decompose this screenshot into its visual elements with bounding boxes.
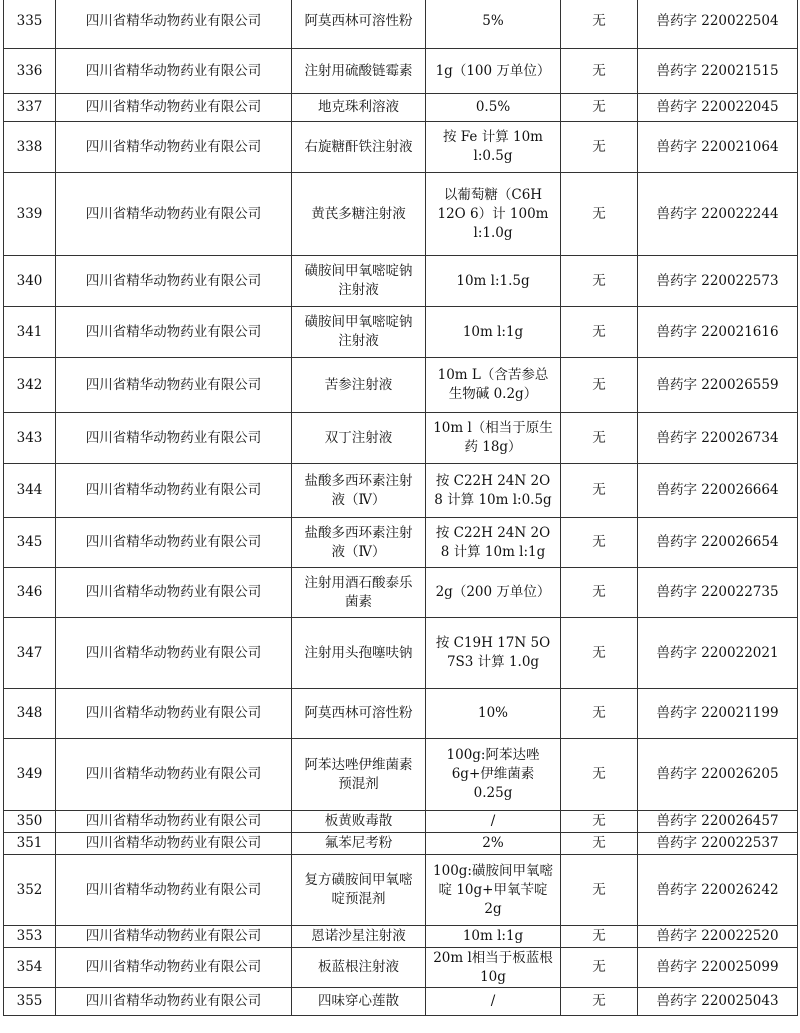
cn-mark-cell: 无 (561, 833, 638, 855)
company-name-cell: 四川省精华动物药业有限公司 (56, 122, 292, 173)
cn-mark-cell: 无 (561, 94, 638, 122)
specification-cell: 1g（100 万单位） (426, 49, 561, 94)
specification-cell: 10m l:1g (426, 926, 561, 948)
table-body (4, 0, 798, 1016)
table-row (4, 689, 798, 739)
company-name-cell: 四川省精华动物药业有限公司 (56, 855, 292, 926)
product-name-cell: 阿莫西林可溶性粉 (292, 0, 426, 49)
product-name-cell: 地克珠利溶液 (292, 94, 426, 122)
row-number-cell: 338 (4, 122, 56, 173)
product-name-cell: 注射用酒石酸泰乐菌素 (292, 568, 426, 618)
table-row (4, 413, 798, 464)
specification-cell: 10% (426, 689, 561, 739)
approval-number-cell: 兽药字 220026734 (638, 413, 798, 464)
specification-cell: 10m L（含苦参总生物碱 0.2g） (426, 358, 561, 413)
specification-cell: / (426, 988, 561, 1016)
company-name-cell: 四川省精华动物药业有限公司 (56, 618, 292, 689)
approval-number-cell: 兽药字 220022045 (638, 94, 798, 122)
company-name-cell: 四川省精华动物药业有限公司 (56, 568, 292, 618)
specification-cell: 2g（200 万单位） (426, 568, 561, 618)
table-row (4, 988, 798, 1016)
company-name-cell: 四川省精华动物药业有限公司 (56, 173, 292, 256)
table-row (4, 464, 798, 518)
product-name-cell: 阿莫西林可溶性粉 (292, 689, 426, 739)
cn-mark-cell: 无 (561, 988, 638, 1016)
cn-mark-cell: 无 (561, 811, 638, 833)
row-number-cell: 348 (4, 689, 56, 739)
approval-number-cell: 兽药字 220021199 (638, 689, 798, 739)
cn-mark-cell: 无 (561, 464, 638, 518)
company-name-cell: 四川省精华动物药业有限公司 (56, 988, 292, 1016)
veterinary-drug-table (3, 0, 798, 1016)
product-name-cell: 苦参注射液 (292, 358, 426, 413)
specification-cell: 按 C22H 24N 2O 8 计算 10m l:0.5g (426, 464, 561, 518)
product-name-cell: 阿苯达唑伊维菌素预混剂 (292, 739, 426, 811)
approval-number-cell: 兽药字 220022021 (638, 618, 798, 689)
specification-cell: 2% (426, 833, 561, 855)
cn-mark-cell: 无 (561, 739, 638, 811)
table-row (4, 94, 798, 122)
row-number-cell: 346 (4, 568, 56, 618)
cn-mark-cell: 无 (561, 358, 638, 413)
approval-number-cell: 兽药字 220021515 (638, 49, 798, 94)
specification-cell: 20m l相当于板蓝根 10g (426, 948, 561, 988)
approval-number-cell: 兽药字 220026654 (638, 518, 798, 568)
company-name-cell: 四川省精华动物药业有限公司 (56, 689, 292, 739)
specification-cell: 按 C22H 24N 2O 8 计算 10m l:1g (426, 518, 561, 568)
specification-cell: 10m l:1g (426, 307, 561, 358)
approval-number-cell: 兽药字 220021064 (638, 122, 798, 173)
approval-number-cell: 兽药字 220025043 (638, 988, 798, 1016)
table-row (4, 122, 798, 173)
cn-mark-cell: 无 (561, 0, 638, 49)
product-name-cell: 四味穿心莲散 (292, 988, 426, 1016)
company-name-cell: 四川省精华动物药业有限公司 (56, 413, 292, 464)
product-name-cell: 双丁注射液 (292, 413, 426, 464)
approval-number-cell: 兽药字 220026664 (638, 464, 798, 518)
approval-number-cell: 兽药字 220022537 (638, 833, 798, 855)
table-row (4, 833, 798, 855)
company-name-cell: 四川省精华动物药业有限公司 (56, 926, 292, 948)
company-name-cell: 四川省精华动物药业有限公司 (56, 518, 292, 568)
company-name-cell: 四川省精华动物药业有限公司 (56, 833, 292, 855)
row-number-cell: 350 (4, 811, 56, 833)
specification-cell: 10m l:1.5g (426, 256, 561, 307)
row-number-cell: 343 (4, 413, 56, 464)
row-number-cell: 353 (4, 926, 56, 948)
cn-mark-cell: 无 (561, 307, 638, 358)
approval-number-cell: 兽药字 220025099 (638, 948, 798, 988)
row-number-cell: 351 (4, 833, 56, 855)
specification-cell: 按 C19H 17N 5O 7S3 计算 1.0g (426, 618, 561, 689)
specification-cell: / (426, 811, 561, 833)
approval-number-cell: 兽药字 220022735 (638, 568, 798, 618)
approval-number-cell: 兽药字 220026559 (638, 358, 798, 413)
product-name-cell: 黄芪多糖注射液 (292, 173, 426, 256)
cn-mark-cell: 无 (561, 689, 638, 739)
row-number-cell: 335 (4, 0, 56, 49)
company-name-cell: 四川省精华动物药业有限公司 (56, 464, 292, 518)
company-name-cell: 四川省精华动物药业有限公司 (56, 358, 292, 413)
product-name-cell: 磺胺间甲氧嘧啶钠注射液 (292, 256, 426, 307)
specification-cell: 0.5% (426, 94, 561, 122)
cn-mark-cell: 无 (561, 49, 638, 94)
company-name-cell: 四川省精华动物药业有限公司 (56, 0, 292, 49)
approval-number-cell: 兽药字 220026205 (638, 739, 798, 811)
table-row (4, 568, 798, 618)
approval-number-cell: 兽药字 220022573 (638, 256, 798, 307)
product-name-cell: 注射用头孢噻呋钠 (292, 618, 426, 689)
cn-mark-cell: 无 (561, 855, 638, 926)
approval-number-cell: 兽药字 220026242 (638, 855, 798, 926)
row-number-cell: 349 (4, 739, 56, 811)
table-row (4, 739, 798, 811)
row-number-cell: 354 (4, 948, 56, 988)
approval-number-cell: 兽药字 220022244 (638, 173, 798, 256)
table-row (4, 948, 798, 988)
approval-number-cell: 兽药字 220026457 (638, 811, 798, 833)
row-number-cell: 347 (4, 618, 56, 689)
company-name-cell: 四川省精华动物药业有限公司 (56, 49, 292, 94)
cn-mark-cell: 无 (561, 173, 638, 256)
row-number-cell: 341 (4, 307, 56, 358)
product-name-cell: 恩诺沙星注射液 (292, 926, 426, 948)
company-name-cell: 四川省精华动物药业有限公司 (56, 256, 292, 307)
cn-mark-cell: 无 (561, 518, 638, 568)
row-number-cell: 352 (4, 855, 56, 926)
table-row (4, 307, 798, 358)
row-number-cell: 342 (4, 358, 56, 413)
company-name-cell: 四川省精华动物药业有限公司 (56, 739, 292, 811)
product-name-cell: 复方磺胺间甲氧嘧啶预混剂 (292, 855, 426, 926)
cn-mark-cell: 无 (561, 122, 638, 173)
cn-mark-cell: 无 (561, 413, 638, 464)
table-row (4, 358, 798, 413)
approval-number-cell: 兽药字 220022504 (638, 0, 798, 49)
cn-mark-cell: 无 (561, 948, 638, 988)
product-name-cell: 盐酸多西环素注射液（Ⅳ） (292, 464, 426, 518)
cn-mark-cell: 无 (561, 926, 638, 948)
approval-number-cell: 兽药字 220022520 (638, 926, 798, 948)
product-name-cell: 磺胺间甲氧嘧啶钠注射液 (292, 307, 426, 358)
product-name-cell: 板蓝根注射液 (292, 948, 426, 988)
table-row (4, 811, 798, 833)
specification-cell: 以葡萄糖（C6H 12O 6）计 100m l:1.0g (426, 173, 561, 256)
row-number-cell: 344 (4, 464, 56, 518)
company-name-cell: 四川省精华动物药业有限公司 (56, 94, 292, 122)
specification-cell: 按 Fe 计算 10m l:0.5g (426, 122, 561, 173)
row-number-cell: 336 (4, 49, 56, 94)
company-name-cell: 四川省精华动物药业有限公司 (56, 948, 292, 988)
table-row (4, 926, 798, 948)
table-row (4, 0, 798, 49)
row-number-cell: 355 (4, 988, 56, 1016)
row-number-cell: 340 (4, 256, 56, 307)
specification-cell: 100g:阿苯达唑 6g+伊维菌素 0.25g (426, 739, 561, 811)
row-number-cell: 337 (4, 94, 56, 122)
table-row (4, 518, 798, 568)
row-number-cell: 345 (4, 518, 56, 568)
product-name-cell: 盐酸多西环素注射液（Ⅳ） (292, 518, 426, 568)
cn-mark-cell: 无 (561, 568, 638, 618)
company-name-cell: 四川省精华动物药业有限公司 (56, 307, 292, 358)
product-name-cell: 右旋糖酐铁注射液 (292, 122, 426, 173)
table-row (4, 618, 798, 689)
specification-cell: 10m l（相当于原生药 18g） (426, 413, 561, 464)
row-number-cell: 339 (4, 173, 56, 256)
table-row (4, 173, 798, 256)
product-name-cell: 氟苯尼考粉 (292, 833, 426, 855)
table-row (4, 49, 798, 94)
approval-number-cell: 兽药字 220021616 (638, 307, 798, 358)
cn-mark-cell: 无 (561, 618, 638, 689)
specification-cell: 5% (426, 0, 561, 49)
cn-mark-cell: 无 (561, 256, 638, 307)
specification-cell: 100g:磺胺间甲氧嘧啶 10g+甲氧苄啶 2g (426, 855, 561, 926)
product-name-cell: 注射用硫酸链霉素 (292, 49, 426, 94)
table-row (4, 855, 798, 926)
company-name-cell: 四川省精华动物药业有限公司 (56, 811, 292, 833)
product-name-cell: 板黄败毒散 (292, 811, 426, 833)
table-row (4, 256, 798, 307)
